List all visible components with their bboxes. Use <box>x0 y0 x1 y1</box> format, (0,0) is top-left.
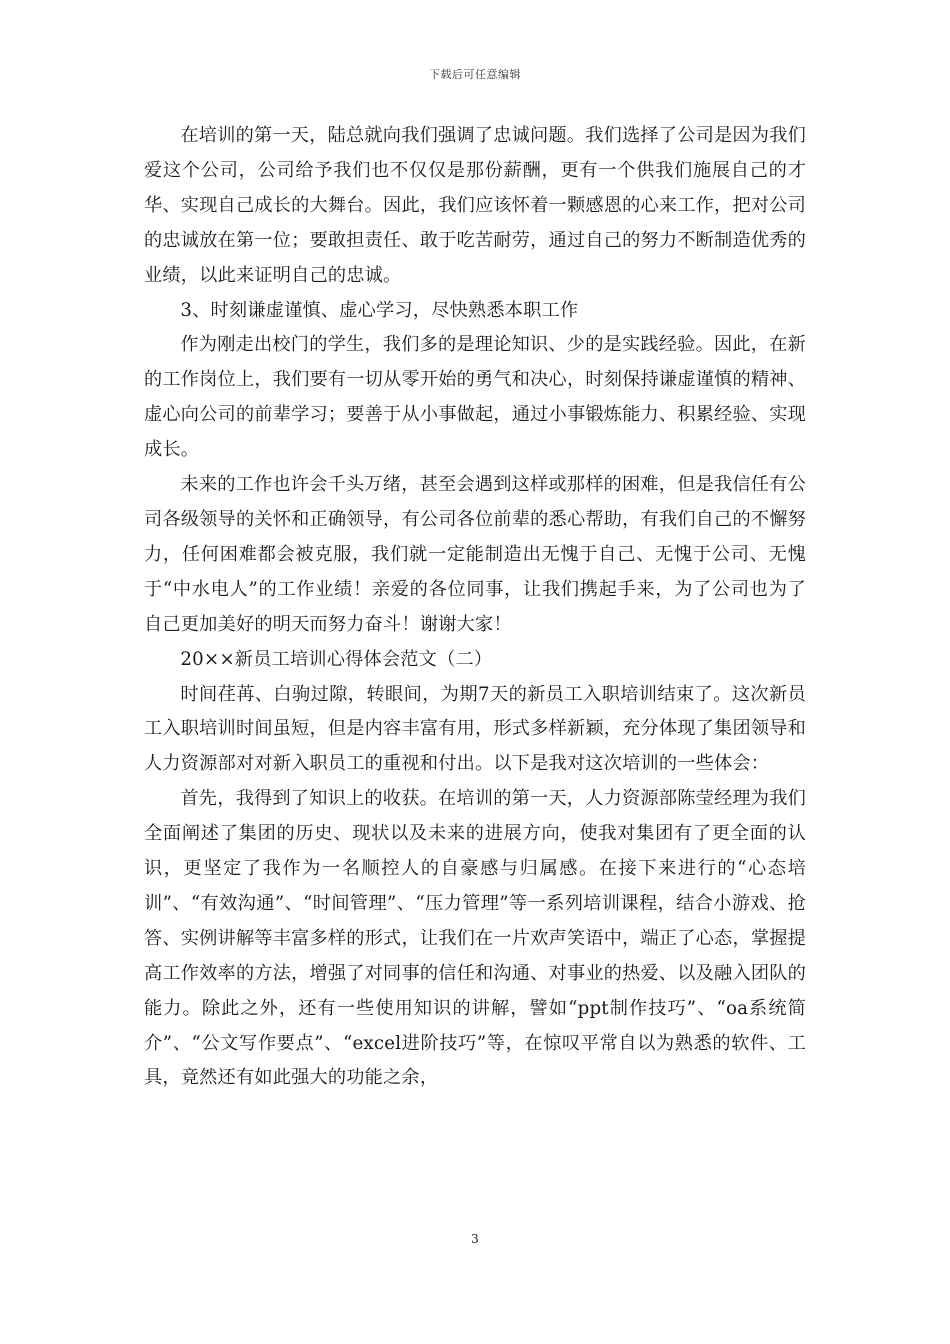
paragraph-training-intro: 时间荏苒、白驹过隙，转眼间，为期7天的新员工入职培训结束了。这次新员工入职培训时间虽短，但是内容丰富有用，形式多样新颖，充分体现了集团领导和人力资源部对对新入职员工的重视和付出。以下是我对这次培训的一些体会： <box>144 683 806 775</box>
paragraph-knowledge-gain: 首先，我得到了知识上的收获。在培训的第一天，人力资源部陈莹经理为我们全面阐述了集团的历史、现状以及未来的进展方向，使我对集团有了更全面的认识，更坚定了我作为一名顺控人的自豪感与归属感。在接下来进行的“心态培训”、“有效沟通”、“时间管理”、“压力管理”等一系列培训课程，结合小游戏、抢答、实例讲解等丰富多样的形式，让我们在一片欢声笑语中，端正了心态，掌握提高工作效率的方法，增强了对同事的信任和沟通、对事业的热爱、以及融入团队的能力。除此之外，还有一些使用知识的讲解，譬如“ppt制作技巧”、“oa系统简介”、“公文写作要点”、“excel进阶技巧”等，在惊叹平常自以为熟悉的软件、工具，竟然还有如此强大的功能之余， <box>144 788 806 1089</box>
section-title-essay-2: 20××新员工培训心得体会范文（二） <box>180 648 493 670</box>
paragraph-humility: 作为刚走出校门的学生，我们多的是理论知识、少的是实践经验。因此，在新的工作岗位上，我们要有一切从零开始的勇气和决心，时刻保持谦虚谨慎的精神、虚心向公司的前辈学习；要善于从小事做起，通过小事锻炼能力、积累经验、实现成长。 <box>144 334 806 461</box>
page-number: 3 <box>471 1232 479 1246</box>
paragraph-loyalty: 在培训的第一天，陆总就向我们强调了忠诚问题。我们选择了公司是因为我们爱这个公司，公司给予我们也不仅仅是那份薪酬，更有一个供我们施展自己的才华、实现自己成长的大舞台。因此，我们应该怀着一颗感恩的心来工作，把对公司的忠诚放在第一位；要敢担责任、敢于吃苦耐劳，通过自己的努力不断制造优秀的业绩，以此来证明自己的忠诚。 <box>144 125 806 286</box>
page-header: 下载后可任意编辑 <box>429 68 521 81</box>
section-heading-3: 3、时刻谦虚谨慎、虚心学习，尽快熟悉本职工作 <box>180 299 579 321</box>
paragraph-future: 未来的工作也许会千头万绪，甚至会遇到这样或那样的困难，但是我信任有公司各级领导的关怀和正确领导，有公司各位前辈的悉心帮助，有我们自己的不懈努力，任何困难都会被克服，我们就一定能制造出无愧于自己、无愧于公司、无愧于“中水电人”的工作业绩！亲爱的各位同事，让我们携起手来，为了公司也为了自己更加美好的明天而努力奋斗！谢谢大家！ <box>144 474 806 635</box>
document-body <box>144 119 806 1096</box>
